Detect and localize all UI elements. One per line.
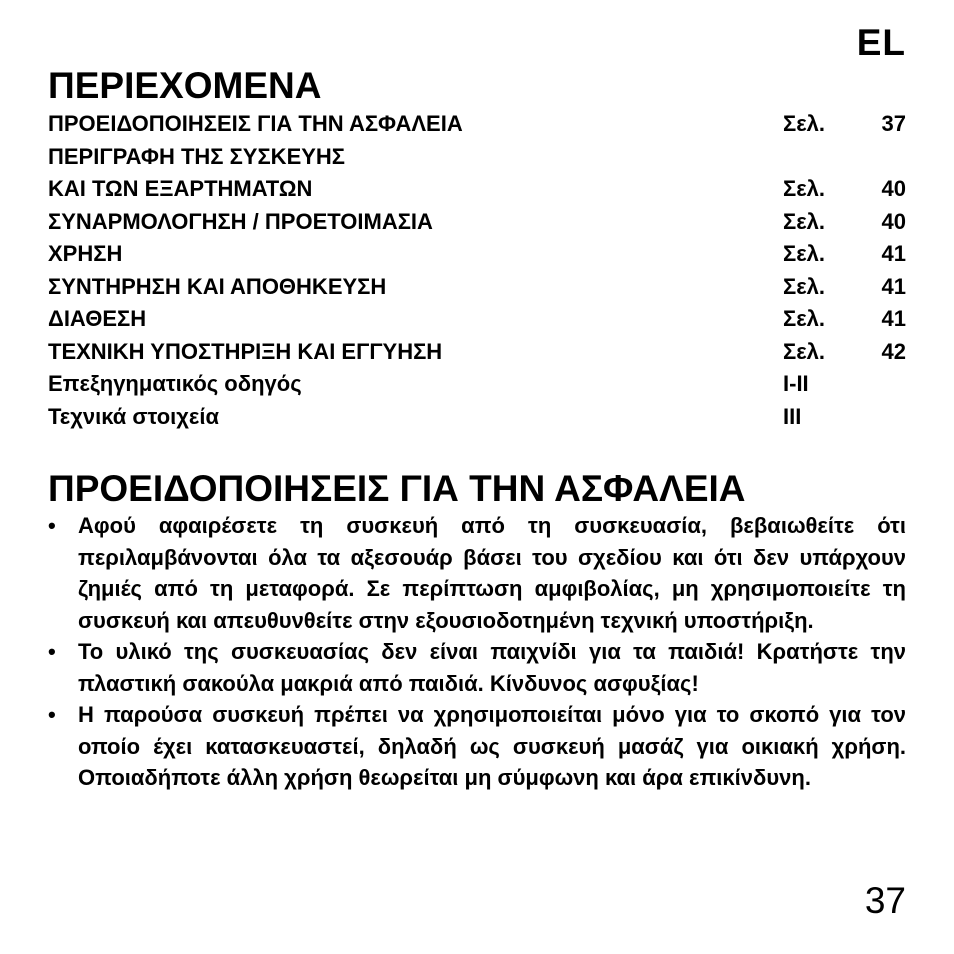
toc-entry-label: ΠΡΟΕΙΔΟΠΟΙΗΣΕΙΣ ΓΙΑ ΤΗΝ ΑΣΦΑΛΕΙΑ — [48, 111, 463, 136]
toc-page-number: 41 — [881, 273, 906, 299]
toc-page-number: 40 — [881, 208, 906, 234]
toc-entry-label: ΧΡΗΣΗ — [48, 241, 123, 266]
toc-row — [48, 108, 906, 141]
toc-entry-label: ΚΑΙ ΤΩΝ ΕΞΑΡΤΗΜΑΤΩΝ — [48, 176, 313, 201]
toc-page-prefix: Σελ. — [783, 241, 825, 266]
toc-row — [48, 141, 906, 174]
bullet-icon: • — [48, 639, 56, 664]
toc-title: ΠΕΡΙΕΧΟΜΕΝΑ — [48, 65, 322, 106]
safety-bullet-text: Η παρούσα συσκευή πρέπει να χρησιμοποιείται μόνο για το σκοπό για τον οποίο έχει κατασκευαστεί, δηλαδή ως συσκευή μασάζ για οικιακή χρήση. Οποιαδήποτε άλλη χρήση θεωρείται μη σύμφωνη και άρα επικίνδυνη. — [78, 702, 906, 790]
toc-page-number: 37 — [881, 111, 906, 136]
toc-entry-label: ΔΙΑΘΕΣΗ — [48, 306, 147, 331]
safety-bullet-list — [48, 510, 906, 794]
toc-entry-label: ΣΥΝΑΡΜΟΛΟΓΗΣΗ / ΠΡΟΕΤΟΙΜΑΣΙΑ — [48, 208, 433, 234]
toc-row — [48, 238, 906, 271]
toc-row — [48, 173, 906, 206]
table-of-contents — [48, 108, 906, 433]
toc-row — [48, 271, 906, 304]
toc-row — [48, 206, 906, 239]
toc-entry-label: ΠΕΡΙΓΡΑΦΗ ΤΗΣ ΣΥΣΚΕΥΗΣ — [48, 143, 346, 169]
safety-bullet-text: Αφού αφαιρέσετε τη συσκευή από τη συσκευασία, βεβαιωθείτε ότι περιλαμβάνονται όλα τα αξεσουάρ βάσει του σχεδίου και ότι δεν υπάρχουν ζημιές από τη μεταφορά. Σε περίπτωση αμφιβολίας, μη χρησιμοποιείτε τη συσκευή και απευθυνθείτε στην εξουσιοδοτημένη τεχνική υποστήριξη. — [78, 513, 906, 633]
toc-page-prefix: Σελ. — [783, 176, 825, 201]
toc-page-prefix: III — [783, 403, 802, 429]
safety-bullet-item — [48, 510, 906, 636]
toc-page-number: 40 — [881, 176, 906, 201]
safety-bullet-item — [48, 636, 906, 699]
manual-page — [48, 0, 906, 954]
toc-page-number: 42 — [881, 338, 906, 364]
toc-row — [48, 368, 906, 401]
bullet-icon: • — [48, 702, 56, 727]
safety-section-title: ΠΡΟΕΙΔΟΠΟΙΗΣΕΙΣ ΓΙΑ ΤΗΝ ΑΣΦΑΛΕΙΑ — [48, 468, 746, 509]
toc-page-prefix: Σελ. — [783, 338, 825, 364]
toc-entry-label: ΣΥΝΤΗΡΗΣΗ ΚΑΙ ΑΠΟΘΗΚΕΥΣΗ — [48, 273, 387, 299]
safety-bullet-item — [48, 699, 906, 794]
toc-page-prefix: Σελ. — [783, 306, 825, 331]
toc-row — [48, 336, 906, 369]
toc-entry-label: ΤΕΧΝΙΚΗ ΥΠΟΣΤΗΡΙΞΗ ΚΑΙ ΕΓΓΥΗΣΗ — [48, 338, 443, 364]
toc-page-prefix: Σελ. — [783, 111, 825, 136]
toc-page-prefix: Σελ. — [783, 208, 825, 234]
toc-row — [48, 401, 906, 434]
toc-row — [48, 303, 906, 336]
toc-entry-label: Επεξηγηματικός οδηγός — [48, 371, 302, 396]
toc-page-number: 41 — [881, 241, 906, 266]
page-number: 37 — [864, 880, 906, 921]
toc-page-prefix: I-II — [783, 371, 809, 396]
toc-page-number: 41 — [881, 306, 906, 331]
toc-entry-label: Τεχνικά στοιχεία — [48, 403, 219, 429]
toc-page-prefix: Σελ. — [783, 273, 825, 299]
safety-bullet-text: Το υλικό της συσκευασίας δεν είναι παιχνίδι για τα παιδιά! Κρατήστε την πλαστική σακούλα μακριά από παιδιά. Κίνδυνος ασφυξίας! — [78, 639, 906, 696]
language-tag: EL — [856, 22, 906, 63]
bullet-icon: • — [48, 513, 56, 538]
